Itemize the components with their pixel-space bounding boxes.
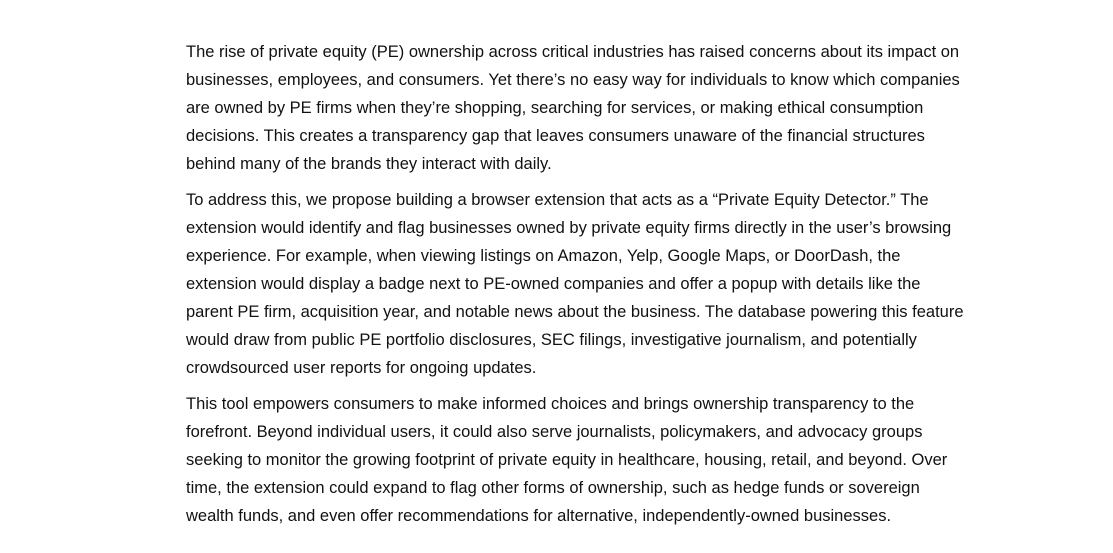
document-body	[186, 38, 966, 538]
paragraph-problem: The rise of private equity (PE) ownership across critical industries has raised concerns about its impact on businesses, employees, and consumers. Yet there’s no easy way for individuals to know which companies are owned by PE firms when they’re shopping, searching for services, or making ethical consumption decisions. This creates a transparency gap that leaves consumers unaware of the financial structures behind many of the brands they interact with daily.	[186, 43, 960, 173]
paragraph-impact: This tool empowers consumers to make informed choices and brings ownership transparency to the forefront. Beyond individual users, it could also serve journalists, policymakers, and advocacy groups seeking to monitor the growing footprint of private equity in healthcare, housing, retail, and beyond. Over time, the extension could expand to flag other forms of ownership, such as hedge funds or sovereign wealth funds, and even offer recommendations for alternative, independently-owned businesses.	[186, 395, 948, 525]
paragraph-proposal: To address this, we propose building a browser extension that acts as a “Private Equity Detector.” The extension would identify and flag businesses owned by private equity firms directly in the user’s browsing experience. For example, when viewing listings on Amazon, Yelp, Google Maps, or DoorDash, the extension would display a badge next to PE-owned companies and offer a popup with details like the parent PE firm, acquisition year, and notable news about the business. The database powering this feature would draw from public PE portfolio disclosures, SEC filings, investigative journalism, and potentially crowdsourced user reports for ongoing updates.	[186, 191, 964, 377]
